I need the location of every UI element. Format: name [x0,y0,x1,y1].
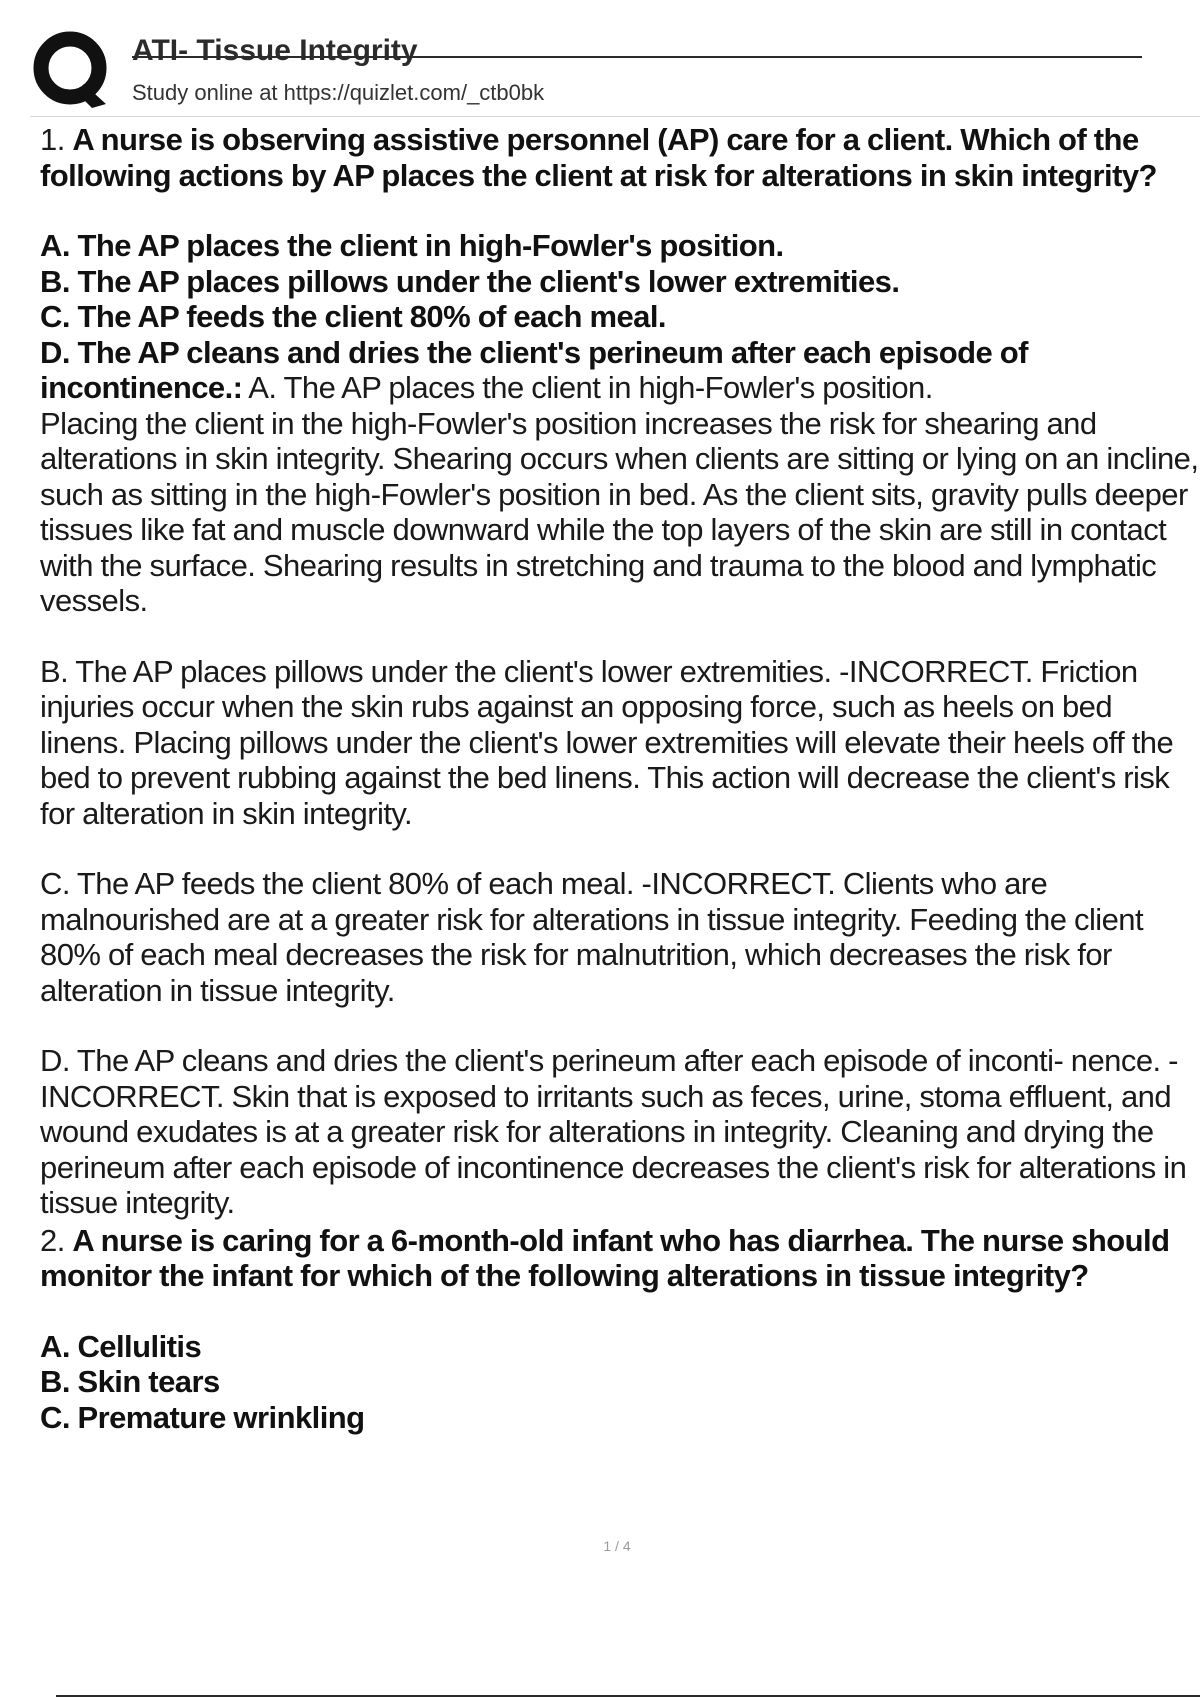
option-b: B. Skin tears [40,1364,220,1399]
page-indicator: 1 / 4 [603,1538,631,1554]
question-2-prompt [40,1223,1200,1294]
spacer [40,1294,1200,1329]
header-divider [30,116,1200,117]
question-text: A nurse is observing assistive personnel (AP) care for a client. Which of the following actions by AP places the client at risk for alterations in skin integrity? [40,122,1157,193]
question-number: 1. [40,122,65,157]
study-link-text: Study online at https://quizlet.com/_ctb0bk [132,80,545,105]
question-text: A nurse is caring for a 6-month-old infant who has diarrhea. The nurse should monitor the infant for which of the following alterations in tissue integrity? [40,1222,1170,1293]
option-c: C. The AP feeds the client 80% of each meal. [40,299,666,334]
option-d-with-answer [40,335,1200,406]
question-1-prompt [40,122,1200,193]
question-2 [40,1223,1200,1436]
option-a: A. The AP places the client in high-Fowler's position. [40,228,784,263]
document-title: ATI- Tissue Integrity [132,34,418,67]
document-header [0,0,1200,118]
question-1 [40,122,1200,1221]
rationale-b: B. The AP places pillows under the client's lower extremities. -INCORRECT. Friction injuries occur when the skin rubs against an opposing force, such as heels on bed linens. Placing pillows under the client's lower extremities will elevate their heels off the bed to prevent rubbing against the bed linens. This action will decrease the client's risk for alteration in skin integrity. [40,653,1174,831]
answer-lead: A. The AP places the client in high-Fowler's position. [248,370,933,405]
title-rule [132,56,1142,58]
option-b: B. The AP places pillows under the client's lower extremities. [40,263,900,299]
rationale-d: D. The AP cleans and dries the client's perineum after each episode of inconti- nence. -INCORRECT. Skin that is exposed to irritants such as feces, urine, stoma effluent, and wound exudates is at a greater risk for alterations in integrity. Cleaning and drying the perineum after each episode of incontinence decreases the client's risk for alterations in tissue integrity. [40,1043,1187,1220]
spacer [40,1008,1200,1043]
quizlet-logo-icon [32,30,112,112]
question-number: 2. [40,1222,65,1258]
document-content [40,122,1200,1435]
spacer [40,831,1200,866]
spacer [40,619,1200,654]
footer-rule [56,1695,1200,1697]
option-c: C. Premature wrinkling [40,1399,365,1435]
option-a: A. Cellulitis [40,1328,202,1364]
spacer [40,193,1200,228]
answer-explanation: Placing the client in the high-Fowler's position increases the risk for shearing and alterations in skin integrity. Shearing occurs when clients are sitting or lying on an incline, such as sitting in the high-Fowler's position in bed. As the client sits, gravity pulls deeper tissues like fat and muscle downward while the top layers of the skin are still in contact with the surface. Shearing results in stretching and trauma to the blood and lymphatic vessels. [40,405,1199,618]
option-d: D. The AP cleans and dries the client's perineum after each episode of incontinence.: [40,334,1028,405]
rationale-c: C. The AP feeds the client 80% of each meal. -INCORRECT. Clients who are malnourished are at a greater risk for alterations in tissue integrity. Feeding the client 80% of each meal decreases the risk for malnutrition, which decreases the risk for alteration in tissue integrity. [40,866,1144,1008]
